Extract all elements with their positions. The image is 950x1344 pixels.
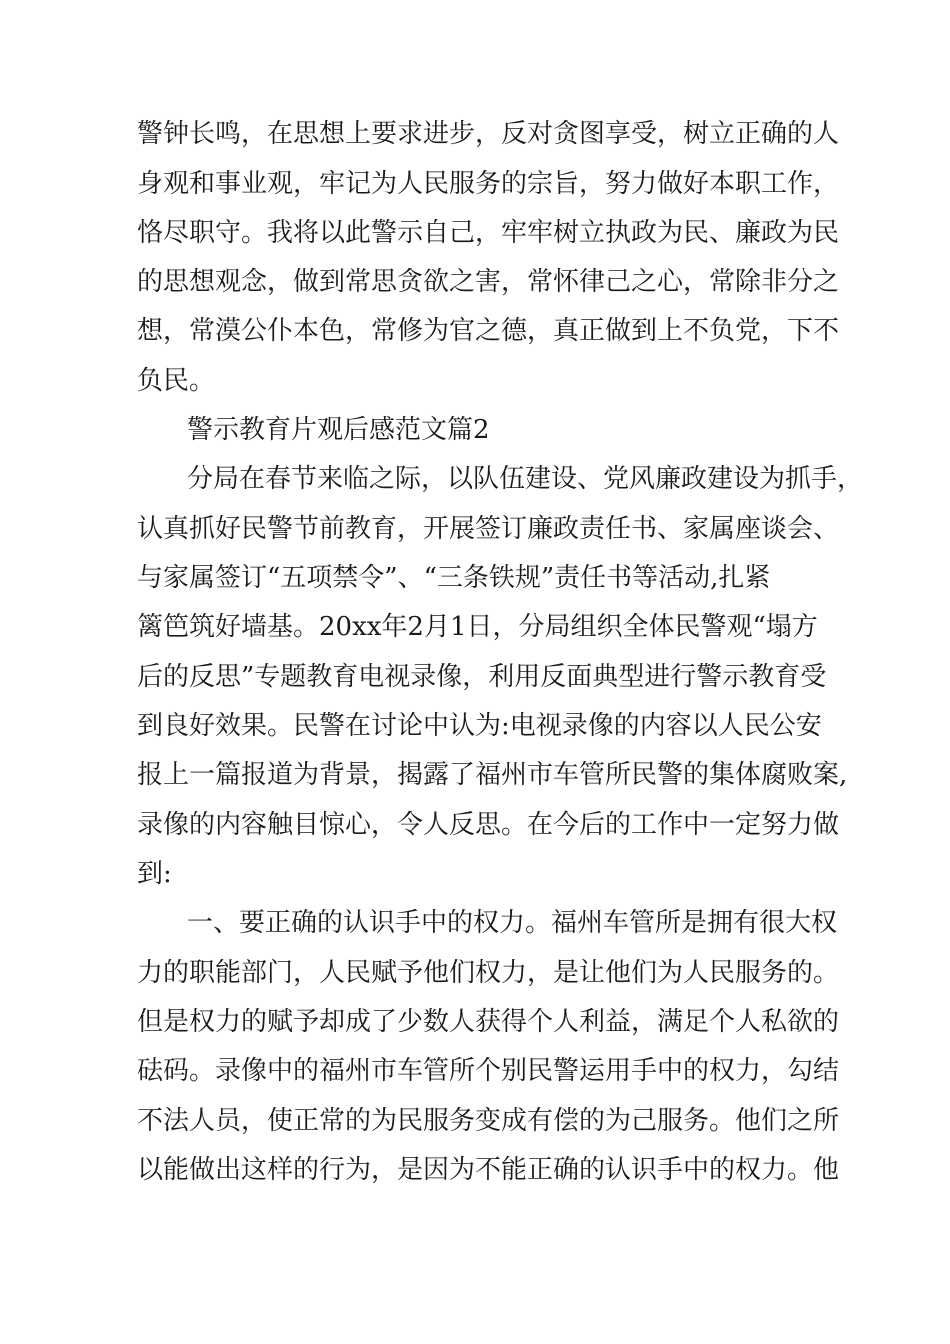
body-text-line: 负民。 (137, 366, 216, 396)
body-text-line: 想，常漠公仆本色，常修为官之德，真正做到上不负党，下不 (137, 316, 840, 346)
body-text-line: 到: (137, 859, 172, 889)
body-text-line: 砝码。录像中的福州市车管所个别民警运用手中的权力，勾结 (137, 1056, 840, 1086)
body-text-line: 以能做出这样的行为，是因为不能正确的认识手中的权力。他 (137, 1155, 840, 1185)
body-text-line: 警钟长鸣，在思想上要求进步，反对贪图享受，树立正确的人 (137, 119, 840, 149)
body-text-line: 与家属签订“五项禁令”、“三条铁规”责任书等活动,扎紧 (137, 563, 771, 593)
body-text-line: 力的职能部门，人民赋予他们权力，是让他们为人民服务的。 (137, 958, 840, 988)
body-text-line: 认真抓好民警节前教育，开展签订廉政责任书、家属座谈会、 (137, 514, 840, 544)
body-text-line: 报上一篇报道为背景，揭露了福州市车管所民警的集体腐败案, (137, 760, 848, 790)
body-text-line: 但是权力的赋予却成了少数人获得个人利益，满足个人私欲的 (137, 1007, 840, 1037)
body-text-line: 身观和事业观，牢记为人民服务的宗旨，努力做好本职工作， (137, 169, 840, 199)
body-text-line: 到良好效果。民警在讨论中认为:电视录像的内容以人民公安 (137, 711, 822, 741)
body-text-line: 篱笆筑好墙基。20xx年2月1日，分局组织全体民警观“塌方 (137, 612, 818, 642)
body-text-line: 录像的内容触目惊心，令人反思。在今后的工作中一定努力做 (137, 810, 840, 840)
body-text-line: 分局在春节来临之际，以队伍建设、党风廉政建设为抓手， (187, 464, 864, 494)
body-text-line: 不法人员，使正常的为民服务变成有偿的为己服务。他们之所 (137, 1106, 840, 1136)
body-text-line: 一、要正确的认识手中的权力。福州车管所是拥有很大权 (187, 908, 838, 938)
body-text-line: 恪尽职守。我将以此警示自己，牢牢树立执政为民、廉政为民 (137, 218, 840, 248)
body-text-line: 后的反思”专题教育电视录像，利用反面典型进行警示教育受 (137, 662, 827, 692)
body-text-line: 的思想观念，做到常思贪欲之害，常怀律己之心，常除非分之 (137, 267, 840, 297)
section-heading: 警示教育片观后感范文篇2 (187, 415, 490, 445)
